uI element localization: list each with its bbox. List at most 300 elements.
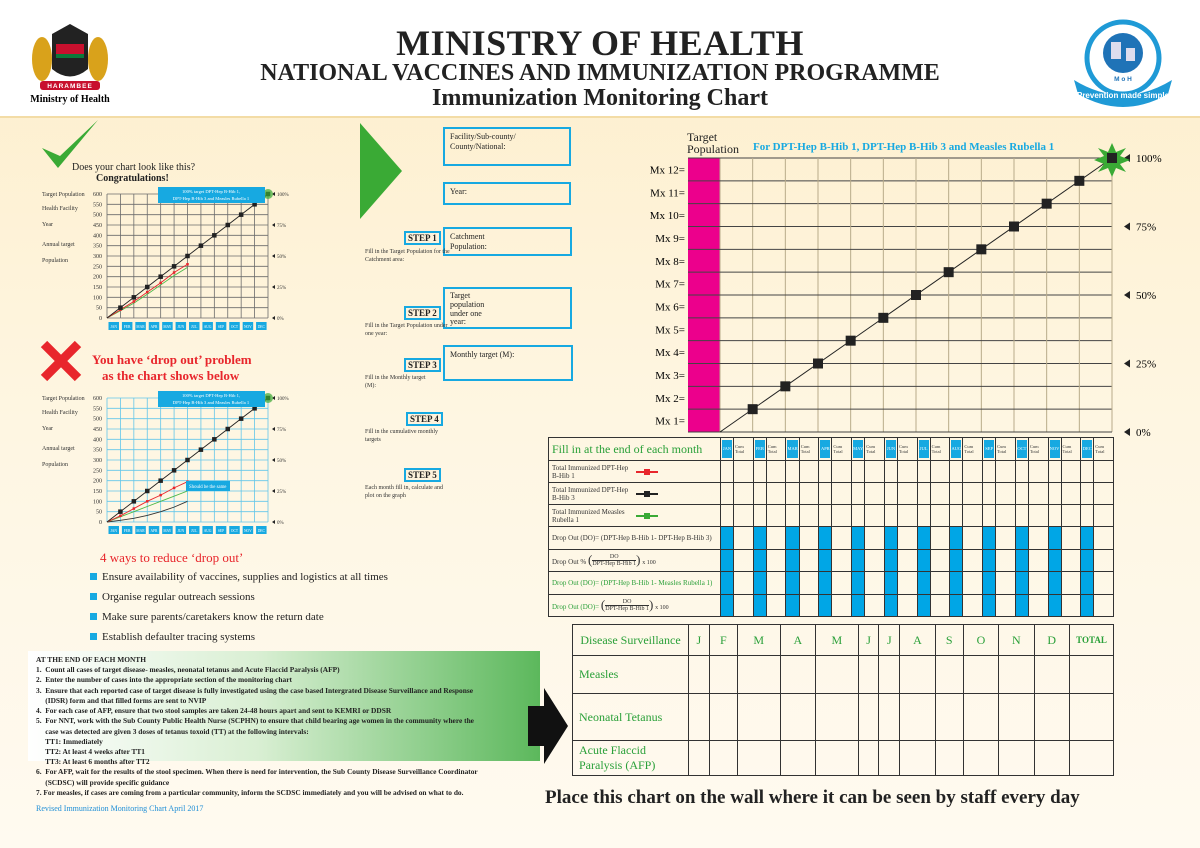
- case-count-cell[interactable]: [879, 741, 900, 776]
- cum-total-cell[interactable]: [1094, 461, 1114, 483]
- month-value-cell[interactable]: [1081, 527, 1094, 550]
- month-value-cell[interactable]: [753, 527, 766, 550]
- month-value-cell[interactable]: [950, 572, 963, 595]
- month-value-cell[interactable]: [950, 527, 963, 550]
- case-count-cell[interactable]: [858, 656, 879, 694]
- cum-total-cell[interactable]: [799, 527, 819, 550]
- row-label: Drop Out (DO)=: [552, 603, 600, 612]
- month-value-cell[interactable]: [819, 594, 832, 617]
- month-value-cell[interactable]: [917, 483, 930, 505]
- case-count-cell[interactable]: [1034, 656, 1070, 694]
- cum-total-cell[interactable]: [897, 505, 917, 527]
- month-value-cell[interactable]: [721, 594, 734, 617]
- cum-total-cell[interactable]: [963, 505, 983, 527]
- dpt1-line-point: [173, 487, 176, 490]
- month-value-cell[interactable]: [1081, 461, 1094, 483]
- month-value-cell[interactable]: [884, 527, 897, 550]
- month-value-cell[interactable]: [983, 549, 996, 572]
- row-label: Total Immunized DPT-Hep B-Hib 1: [552, 463, 629, 480]
- cum-total-cell[interactable]: [832, 572, 852, 595]
- month-value-cell[interactable]: [950, 461, 963, 483]
- cum-total-cell[interactable]: [930, 461, 950, 483]
- percent-label: 0%: [1136, 427, 1151, 439]
- cum-total-cell[interactable]: [963, 461, 983, 483]
- month-header: APR: [819, 438, 832, 461]
- target-line-point: [132, 295, 137, 300]
- target-line-point: [239, 416, 244, 421]
- case-count-cell[interactable]: [780, 741, 815, 776]
- y-tick-label: 250: [93, 264, 102, 271]
- case-count-cell[interactable]: [900, 741, 935, 776]
- month-label: JAN: [110, 325, 117, 329]
- percent-tick-label: 100%: [277, 397, 289, 402]
- disease-label: Neonatal Tetanus: [579, 709, 663, 724]
- case-count-cell[interactable]: [815, 741, 858, 776]
- total-header: TOTAL: [1076, 635, 1107, 645]
- month-label: MAY: [163, 325, 172, 329]
- cum-total-cell[interactable]: [799, 549, 819, 572]
- month-value-cell[interactable]: [884, 594, 897, 617]
- month-value-cell[interactable]: [721, 572, 734, 595]
- month-value-cell[interactable]: [1015, 527, 1028, 550]
- cum-total-cell[interactable]: [865, 594, 885, 617]
- month-value-cell[interactable]: [786, 594, 799, 617]
- case-count-cell[interactable]: [737, 656, 780, 694]
- month-label: NOV: [243, 529, 252, 533]
- instruction-line: (IDSR) form and that filled forms are sent to NVIP: [36, 695, 207, 705]
- cum-total-cell[interactable]: [1028, 594, 1048, 617]
- cum-total-cell[interactable]: [799, 483, 819, 505]
- case-count-cell[interactable]: [689, 656, 710, 694]
- cum-total-cell[interactable]: [1028, 483, 1048, 505]
- month-value-cell[interactable]: [852, 549, 865, 572]
- case-count-cell[interactable]: [1034, 694, 1070, 741]
- cum-total-cell[interactable]: [766, 572, 786, 595]
- cum-total-cell[interactable]: [930, 527, 950, 550]
- month-label: AUG: [203, 325, 212, 329]
- month-value-cell[interactable]: [852, 483, 865, 505]
- row-label: Total Immunized Measles Rubella 1: [552, 507, 625, 524]
- month-value-cell[interactable]: [1048, 461, 1061, 483]
- instruction-line: 1. Count all cases of target disease- measles, neonatal tetanus and Acute Flaccid Paralysis (AFP): [36, 665, 340, 675]
- cum-total-cell[interactable]: [799, 572, 819, 595]
- month-value-cell[interactable]: [950, 594, 963, 617]
- cum-total-cell[interactable]: [799, 594, 819, 617]
- cum-total-cell[interactable]: [734, 594, 754, 617]
- month-value-cell[interactable]: [1048, 483, 1061, 505]
- case-count-cell[interactable]: [858, 741, 879, 776]
- month-value-cell[interactable]: [852, 461, 865, 483]
- disease-title: Disease Surveillance: [580, 632, 681, 647]
- cum-total-cell[interactable]: [832, 461, 852, 483]
- case-count-cell[interactable]: [999, 694, 1034, 741]
- month-value-cell[interactable]: [786, 461, 799, 483]
- month-value-cell[interactable]: [819, 461, 832, 483]
- month-initial: J: [886, 632, 892, 647]
- case-count-cell[interactable]: [780, 694, 815, 741]
- cum-total-cell[interactable]: [832, 594, 852, 617]
- month-value-cell[interactable]: [753, 594, 766, 617]
- row-label: Mx 2=: [655, 392, 685, 405]
- cum-total-cell[interactable]: [1094, 505, 1114, 527]
- cum-total-cell[interactable]: [930, 505, 950, 527]
- cum-total-cell[interactable]: [897, 483, 917, 505]
- dpt1-line-point: [186, 263, 189, 266]
- case-count-cell[interactable]: [900, 656, 935, 694]
- dpt1-line-point: [133, 507, 136, 510]
- month-value-cell[interactable]: [1015, 594, 1028, 617]
- pointer-icon: [272, 223, 275, 227]
- month-value-cell[interactable]: [819, 549, 832, 572]
- month-value-cell[interactable]: [819, 505, 832, 527]
- cum-total-cell[interactable]: [766, 505, 786, 527]
- case-count-cell[interactable]: [963, 656, 998, 694]
- logo-initials-text: M o H: [1114, 76, 1132, 83]
- cum-total-cell[interactable]: [766, 527, 786, 550]
- cum-total-cell[interactable]: [1028, 572, 1048, 595]
- month-value-cell[interactable]: [1048, 594, 1061, 617]
- dpt1-line-point: [159, 494, 162, 497]
- case-count-cell[interactable]: [815, 656, 858, 694]
- month-value-cell[interactable]: [884, 461, 897, 483]
- cum-total-cell[interactable]: [766, 549, 786, 572]
- side-label: Population: [42, 258, 69, 264]
- case-count-cell[interactable]: [709, 656, 737, 694]
- table-row: [573, 625, 1114, 656]
- case-count-cell[interactable]: [1070, 694, 1114, 741]
- month-initial: F: [719, 632, 727, 647]
- month-value-cell[interactable]: [753, 483, 766, 505]
- instruction-line: TT1: Immediately: [36, 736, 103, 746]
- month-value-cell[interactable]: [1081, 505, 1094, 527]
- facility-field[interactable]: Facility/Sub-county/ County/National:: [443, 127, 571, 166]
- month-value-cell[interactable]: [1048, 549, 1061, 572]
- side-label: Annual target: [42, 242, 75, 248]
- disease-row: [573, 694, 1114, 741]
- y-tick-label: 50: [96, 509, 102, 516]
- cum-total-cell[interactable]: [1061, 483, 1081, 505]
- instruction-line: (SCDSC) will provide specific guidance: [36, 777, 170, 787]
- month-value-cell[interactable]: [786, 549, 799, 572]
- target-point: [1009, 222, 1019, 232]
- cum-total-cell[interactable]: [963, 483, 983, 505]
- month-value-cell[interactable]: [917, 594, 930, 617]
- instruction-line: 4. For each case of AFP, ensure that two stool samples are taken 24-48 hours apart and sent to KEMRI or DDSR: [36, 706, 392, 716]
- cum-total-cell[interactable]: [930, 572, 950, 595]
- case-count-cell[interactable]: [737, 741, 780, 776]
- cum-total-cell[interactable]: [1094, 594, 1114, 617]
- cum-total-cell[interactable]: [1094, 527, 1114, 550]
- case-count-cell[interactable]: [709, 741, 737, 776]
- cum-total-cell[interactable]: [766, 483, 786, 505]
- month-value-cell[interactable]: [1048, 505, 1061, 527]
- month-value-cell[interactable]: [884, 572, 897, 595]
- main-chart-subtitle: For DPT-Hep B-Hib 1, DPT-Hep B-Hib 3 and Measles Rubella 1: [753, 141, 1055, 153]
- bad-example-chart: [0, 384, 300, 540]
- cum-total-cell[interactable]: [996, 572, 1016, 595]
- logo-banner-text: HARAMBEE: [47, 83, 93, 90]
- cum-total-cell[interactable]: [1061, 572, 1081, 595]
- month-value-cell[interactable]: [884, 483, 897, 505]
- month-value-cell[interactable]: [1015, 483, 1028, 505]
- disease-row: [573, 656, 1114, 694]
- case-count-cell[interactable]: [1070, 741, 1114, 776]
- month-value-cell[interactable]: [819, 572, 832, 595]
- month-value-cell[interactable]: [786, 483, 799, 505]
- cum-total-cell[interactable]: [996, 505, 1016, 527]
- month-value-cell[interactable]: [753, 505, 766, 527]
- case-count-cell[interactable]: [935, 741, 963, 776]
- target-line-point: [199, 243, 204, 248]
- row-label: Drop Out (DO)= (DPT-Hep B-Hib 1- DPT-Hep B-Hib 3): [552, 533, 712, 542]
- cum-total-cell[interactable]: [734, 527, 754, 550]
- month-value-cell[interactable]: [786, 527, 799, 550]
- cum-total-cell[interactable]: [832, 527, 852, 550]
- monthly-target-field[interactable]: Monthly target (M):: [443, 345, 573, 381]
- month-value-cell[interactable]: [1015, 461, 1028, 483]
- row-label: Mx 8=: [655, 255, 685, 268]
- dpt1-line-point: [173, 271, 176, 274]
- month-value-cell[interactable]: [950, 483, 963, 505]
- dpt1-line-point: [119, 515, 122, 518]
- month-label: JUL: [191, 325, 198, 329]
- case-count-cell[interactable]: [858, 694, 879, 741]
- target-point: [813, 359, 823, 369]
- legend-marker-icon: [636, 512, 658, 520]
- case-count-cell[interactable]: [815, 694, 858, 741]
- cum-total-cell[interactable]: [996, 483, 1016, 505]
- cum-total-cell[interactable]: [766, 594, 786, 617]
- cum-total-cell[interactable]: [832, 549, 852, 572]
- cum-total-cell[interactable]: [1094, 483, 1114, 505]
- row-label: Total Immunized DPT-Hep B-Hib 3: [552, 485, 629, 502]
- y-tick-label: 150: [93, 489, 102, 495]
- cum-total-cell[interactable]: [865, 461, 885, 483]
- cum-total-cell[interactable]: [1028, 549, 1048, 572]
- case-count-cell[interactable]: [999, 656, 1034, 694]
- instruction-line: 5. For NNT, work with the Sub County Public Health Nurse (SCPHN) to ensure that child bearing age women in the community where the: [36, 716, 474, 726]
- percent-tick-label: 25%: [277, 286, 287, 291]
- month-value-cell[interactable]: [819, 483, 832, 505]
- catchment-population-field[interactable]: Catchment Population:: [443, 227, 572, 256]
- cum-total-cell[interactable]: [865, 483, 885, 505]
- cum-total-cell[interactable]: [996, 549, 1016, 572]
- month-header: JUN: [884, 438, 897, 461]
- case-count-cell[interactable]: [900, 694, 935, 741]
- table-row: Drop Out % ( DO DPT-Hep B-Hib 1 ) x 100: [549, 549, 1114, 572]
- cum-total-cell[interactable]: [799, 505, 819, 527]
- y-tick-label: 550: [93, 406, 102, 413]
- target-line-point: [226, 427, 231, 432]
- month-value-cell[interactable]: [852, 594, 865, 617]
- cum-total-cell[interactable]: [963, 594, 983, 617]
- case-count-cell[interactable]: [935, 694, 963, 741]
- target-population-field[interactable]: Target population under one year:: [443, 287, 572, 329]
- month-value-cell[interactable]: [852, 505, 865, 527]
- percent-label: 100%: [1136, 153, 1162, 165]
- month-value-cell[interactable]: [721, 527, 734, 550]
- month-value-cell[interactable]: [786, 572, 799, 595]
- month-value-cell[interactable]: [917, 572, 930, 595]
- row-label: Mx 12=: [649, 164, 685, 177]
- case-count-cell[interactable]: [999, 741, 1034, 776]
- cum-total-cell[interactable]: [930, 594, 950, 617]
- cum-total-cell[interactable]: [897, 594, 917, 617]
- target-point: [846, 336, 856, 346]
- month-value-cell[interactable]: [852, 527, 865, 550]
- month-value-cell[interactable]: [852, 572, 865, 595]
- percent-label: 75%: [1136, 221, 1157, 234]
- pointer-icon: [272, 489, 275, 493]
- month-header: MAY: [852, 438, 865, 461]
- month-value-cell[interactable]: [884, 505, 897, 527]
- month-initial: D: [1047, 632, 1057, 647]
- pointer-icon: [1124, 291, 1130, 299]
- case-count-cell[interactable]: [879, 694, 900, 741]
- month-value-cell[interactable]: [1048, 572, 1061, 595]
- case-count-cell[interactable]: [689, 741, 710, 776]
- cum-total-cell[interactable]: [1094, 572, 1114, 595]
- cum-total-cell[interactable]: [963, 572, 983, 595]
- month-value-cell[interactable]: [1081, 572, 1094, 595]
- month-value-cell[interactable]: [1015, 572, 1028, 595]
- cum-total-cell[interactable]: [832, 505, 852, 527]
- month-header: SEP: [983, 438, 996, 461]
- month-value-cell[interactable]: [950, 549, 963, 572]
- month-value-cell[interactable]: [721, 505, 734, 527]
- cum-total-cell[interactable]: [897, 461, 917, 483]
- cum-total-cell[interactable]: [1028, 461, 1048, 483]
- month-value-cell[interactable]: [753, 461, 766, 483]
- month-value-cell[interactable]: [917, 527, 930, 550]
- month-value-cell[interactable]: [1015, 505, 1028, 527]
- month-initial: J: [866, 632, 871, 647]
- cum-total-cell[interactable]: [865, 505, 885, 527]
- month-header: MAR: [786, 438, 799, 461]
- month-value-cell[interactable]: [950, 505, 963, 527]
- cum-total-cell[interactable]: [865, 549, 885, 572]
- year-field[interactable]: Year:: [443, 182, 571, 205]
- month-value-cell[interactable]: [884, 549, 897, 572]
- month-value-cell[interactable]: [721, 549, 734, 572]
- month-value-cell[interactable]: [786, 505, 799, 527]
- cum-total-cell[interactable]: [865, 572, 885, 595]
- case-count-cell[interactable]: [963, 741, 998, 776]
- percent-tick-label: 50%: [277, 459, 287, 464]
- month-value-cell[interactable]: [753, 572, 766, 595]
- target-point: [1107, 153, 1117, 163]
- case-count-cell[interactable]: [935, 656, 963, 694]
- month-value-cell[interactable]: [1081, 483, 1094, 505]
- month-initial: J: [696, 632, 702, 647]
- cum-total-cell[interactable]: [832, 483, 852, 505]
- instruction-line: 7. For measles, if cases are coming from a particular community, inform the SCDSC immediately and you will be advised on what to do.: [36, 787, 464, 797]
- cum-total-cell[interactable]: [996, 594, 1016, 617]
- month-value-cell[interactable]: [917, 505, 930, 527]
- cum-total-cell[interactable]: [963, 527, 983, 550]
- case-count-cell[interactable]: [963, 694, 998, 741]
- cum-total-cell[interactable]: [1061, 549, 1081, 572]
- cum-total-cell[interactable]: [1028, 527, 1048, 550]
- month-value-cell[interactable]: [1081, 549, 1094, 572]
- case-count-cell[interactable]: [1070, 656, 1114, 694]
- cum-total-cell[interactable]: [734, 572, 754, 595]
- cum-total-cell[interactable]: [1061, 594, 1081, 617]
- dpt1-line-point: [159, 282, 162, 285]
- cum-total-cell[interactable]: [734, 483, 754, 505]
- cum-total-cell[interactable]: [865, 527, 885, 550]
- month-value-cell[interactable]: [721, 483, 734, 505]
- cum-total-cell[interactable]: [1094, 549, 1114, 572]
- cum-total-cell[interactable]: [1028, 505, 1048, 527]
- cum-total-cell[interactable]: [897, 549, 917, 572]
- good-example-question: Does your chart look like this?: [72, 162, 196, 173]
- instruction-line: TT2: At least 4 weeks after TT1: [36, 746, 146, 756]
- month-value-cell[interactable]: [983, 461, 996, 483]
- case-count-cell[interactable]: [709, 694, 737, 741]
- cum-total-cell[interactable]: [734, 549, 754, 572]
- target-point: [911, 290, 921, 300]
- row-label: Drop Out (DO)= (DPT-Hep B-Hib 1- Measles Rubella 1): [552, 578, 713, 587]
- step-2-label: STEP 2: [404, 306, 441, 320]
- month-label: AUG: [203, 529, 212, 533]
- cum-total-cell[interactable]: [799, 461, 819, 483]
- cum-total-cell[interactable]: [734, 461, 754, 483]
- cum-total-cell[interactable]: [930, 549, 950, 572]
- callout-text: DPT-Hep B-Hib 3 and Measles Rubella 1: [172, 196, 250, 201]
- month-value-cell[interactable]: [983, 594, 996, 617]
- cum-total-cell[interactable]: [766, 461, 786, 483]
- cum-total-cell[interactable]: [1061, 505, 1081, 527]
- case-count-cell[interactable]: [737, 694, 780, 741]
- cum-total-cell[interactable]: [1061, 461, 1081, 483]
- month-header: DEC: [1081, 438, 1094, 461]
- target-point: [1042, 199, 1052, 209]
- month-value-cell[interactable]: [1081, 594, 1094, 617]
- case-count-cell[interactable]: [1034, 741, 1070, 776]
- month-value-cell[interactable]: [721, 461, 734, 483]
- cum-total-cell[interactable]: [734, 505, 754, 527]
- month-value-cell[interactable]: [1015, 549, 1028, 572]
- month-value-cell[interactable]: [1048, 527, 1061, 550]
- month-value-cell[interactable]: [983, 527, 996, 550]
- month-value-cell[interactable]: [753, 549, 766, 572]
- pointer-icon: [272, 316, 275, 320]
- case-count-cell[interactable]: [879, 656, 900, 694]
- target-point: [780, 381, 790, 391]
- cum-total-cell[interactable]: [996, 527, 1016, 550]
- cum-total-cell[interactable]: [996, 461, 1016, 483]
- month-value-cell[interactable]: [983, 572, 996, 595]
- cum-total-cell[interactable]: [897, 527, 917, 550]
- main-monitoring-chart[interactable]: [630, 140, 1200, 440]
- month-value-cell[interactable]: [983, 483, 996, 505]
- cum-total-cell[interactable]: [1061, 527, 1081, 550]
- step-5-desc: Each month fill in, calculate and plot on the graph: [365, 485, 443, 499]
- month-value-cell[interactable]: [917, 549, 930, 572]
- disease-label: Measles: [579, 667, 619, 681]
- step-3-label: STEP 3: [404, 358, 441, 372]
- case-count-cell[interactable]: [689, 694, 710, 741]
- month-value-cell[interactable]: [983, 505, 996, 527]
- cum-total-cell[interactable]: [930, 483, 950, 505]
- case-count-cell[interactable]: [780, 656, 815, 694]
- month-value-cell[interactable]: [917, 461, 930, 483]
- cum-total-cell[interactable]: [963, 549, 983, 572]
- cum-total-header: Cum Total: [996, 438, 1016, 461]
- month-value-cell[interactable]: [819, 527, 832, 550]
- cum-total-cell[interactable]: [897, 572, 917, 595]
